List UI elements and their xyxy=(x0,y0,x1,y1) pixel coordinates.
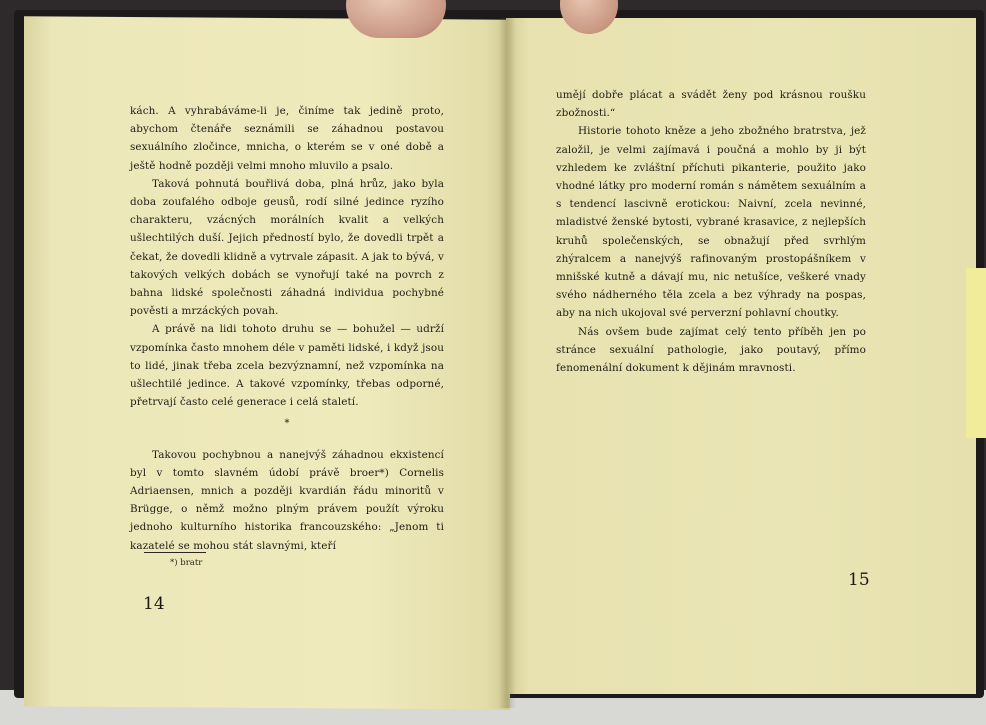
finger-holding-page xyxy=(346,0,446,38)
section-separator: * xyxy=(284,418,290,430)
left-page-text xyxy=(130,102,444,555)
bookmark xyxy=(966,268,986,438)
left-paragraph-3: A právě na lidi tohoto druhu se — bohužel — udrží vzpomínka často mnohem déle v paměti lidské, i když jsou to lidé, jinak třeba zcela bezvýznamní, než vzpomínka na ušlechtilé jedince. A takové vzpomínky, třebas odporné, přetrvají často celé generace i celá staletí. xyxy=(130,323,444,409)
right-paragraph-3: Nás ovšem bude zajímat celý tento příběh jen po stránce sexuální pathologie, jako poutavý, přímo fenomenální dokument k dějinám mravnosti. xyxy=(556,325,866,375)
right-paragraph-2: Historie tohoto kněze a jeho zbožného bratrstva, jež založil, je velmi zajímavá i poučná a mohlo by ji být vzhledem ke zvláštní příchuti pikanterie, použito jako vhodné látky pro moderní román s námětem sexuálním a s tendencí lascivně erotickou: Naivní, zcela nevinné, mladistvé ženské bytosti, vybrané krasavice, z nejlepších kruhů společenských, se obnažují před svrhlým zhýralcem a nanejvýš rafinovaným prostopášníkem v mnišské kutně a dávají mu, nic netušíce, veškeré vnady svého nádherného těla zcela a bez výhrady na pospas, aby na nich ukojoval své perverzní pohlavní choutky. xyxy=(556,125,866,320)
right-page-text xyxy=(556,86,866,377)
book-gutter xyxy=(498,18,516,708)
left-paragraph-2: Taková pohnutá bouřlivá doba, plná hrůz, jako byla doba zoufalého odboje geusů, rodí silné jedince ryzího charakteru, vzácných morálních kvalit a velkých ušlechtilých duší. Jejich předností bylo, že dovedli trpět a čekat, že dovedli klidně a vytrvale zápasit. A jak to bývá, v takových velkých dobách se vynořují také na povrch z bahna lidské společnosti záhadná individua pochybné pověsti a mrzáckých povah. xyxy=(130,177,444,318)
left-paragraph-4: Takovou pochybnou a nanejvýš záhadnou ekxistencí byl v tomto slavném údobí právě broer*) Cornelis Adriaensen, mnich a později kvardián řádu minoritů v Brügge, o němž možno plným právem použít výroku jednoho kulturního historika francouzského: „Jenom ti kazatelé se mohou stát slavnými, kteří xyxy=(130,448,444,552)
footnote-rule xyxy=(144,552,206,553)
page-number-left: 14 xyxy=(143,594,165,614)
footnote: *) bratr xyxy=(170,558,203,568)
page-number-right: 15 xyxy=(848,570,870,590)
left-paragraph-1: kách. A vyhrabáváme-li je, činíme tak jedině proto, abychom čtenáře seznámili se záhadnou postavou sexuálního zločince, mnicha, o kterém se v oné době a ještě hodně později velmi mnoho mluvilo a psalo. xyxy=(130,105,444,172)
right-paragraph-1: umějí dobře plácat a svádět ženy pod krásnou roušku zbožnosti.“ xyxy=(556,89,866,120)
